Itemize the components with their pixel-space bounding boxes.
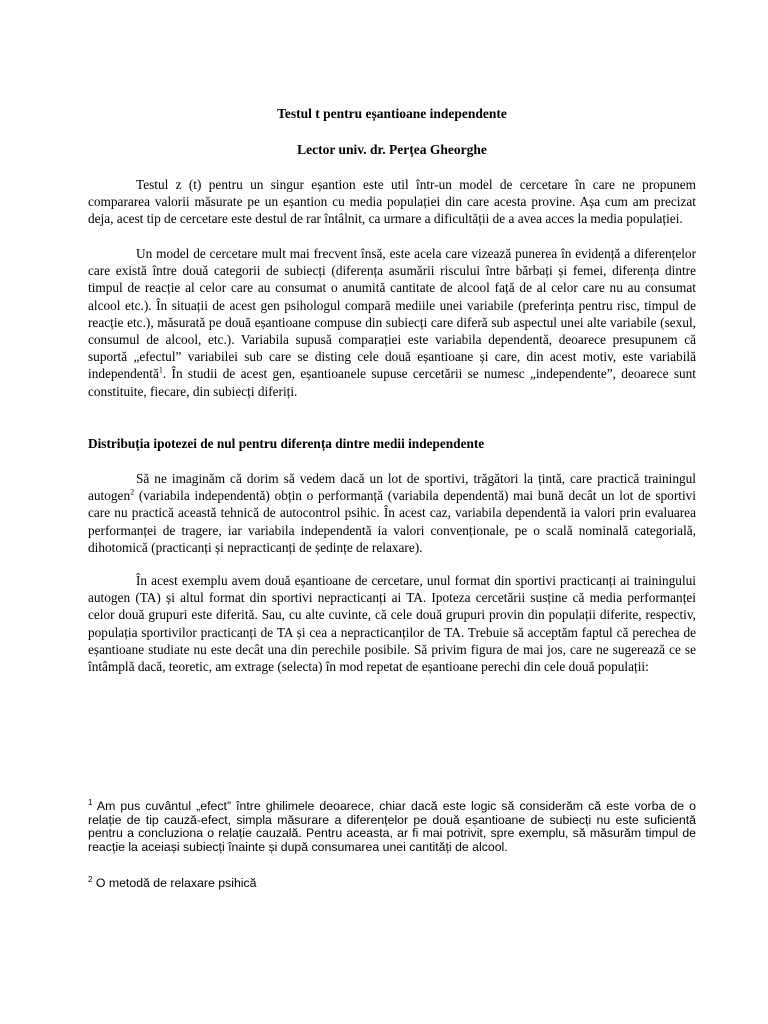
- samples-paragraph: [88, 572, 696, 675]
- intro-paragraph: [88, 176, 696, 228]
- footnote-1-mark: 1: [88, 797, 93, 807]
- footnote-2-text: O metodă de relaxare psihică: [92, 876, 257, 890]
- model-paragraph-text: Un model de cercetare mult mai frecvent însă, este acela care vizează punerea în evidență a diferențelor care există între două categorii de subiecți (diferența asumării riscului între bărbați și femei, diferența dintre timpul de reacție al celor care au consumat o anumită cantitate de alcool față de al celor care nu au consumat alcool etc.). În situații de acest gen psihologul compară mediile unei variabile (preferința pentru risc, timpul de reacție etc.), măsurată pe două eșantioane compuse din subiecți care diferă sub aspectul unei alte variabile (sexul, consumul de alcool, etc.). Variabila supusă comparației este variabila dependentă, deoarece presupunem că suportă „efectul” variabilei sub care se disting cele două eșantioane și care, din acest motiv, este variabilă independentă: [88, 246, 696, 382]
- model-paragraph: [88, 245, 696, 400]
- document-title: Testul t pentru eșantioane independente: [277, 106, 507, 121]
- example-paragraph-text: Să ne imaginăm că dorim să vedem dacă un lot de sportivi, trăgători la țintă, care practică trainingul autogen: [88, 471, 696, 504]
- footnote-1-text: Am pus cuvântul „efect” între ghilimele deoarece, chiar dacă este logic să considerăm că este vorba de o relație de tip cauză-efect, simpla măsurare a diferențelor pe două eșantioane de subiecți nu este suficientă pentru a concluziona o relație cauzală. Pentru aceasta, ar fi mai potrivit, spre exemplu, să măsurăm timpul de reacție la aceiași subiecți înainte și după consumarea unei cantități de alcool.: [88, 799, 696, 854]
- footnote-ref-2[interactable]: 2: [130, 487, 135, 497]
- example-paragraph: [88, 470, 696, 556]
- footnote-1: [88, 797, 696, 854]
- footnote-2: [88, 874, 696, 891]
- footnote-2-mark: 2: [88, 874, 93, 884]
- samples-paragraph-text: În acest exemplu avem două eșantioane de cercetare, unul format din sportivi practicanți ai trainingului autogen (TA) și altul format din sportivi nepracticanți ai TA. Ipoteza cercetării susține că media performanței celor două grupuri este diferită. Sau, cu alte cuvinte, că cele două grupuri provin din populații diferite, respectiv, populația sportivilor practicanți de TA și cea a nepracticanților de TA. Trebuie să acceptăm faptul că perechea de eșantioane studiate nu este decât una din perechile posibile. Să privim figura de mai jos, care ne sugerează ce se întâmplă dacă, teoretic, am extrage (selecta) în mod repetat de eșantioane perechi din cele două populații:: [88, 573, 696, 675]
- section-heading: Distribuția ipotezei de nul pentru diferența dintre medii independente: [88, 436, 485, 451]
- footnote-ref-1[interactable]: 1: [158, 366, 163, 375]
- model-paragraph-tail: . În studii de acest gen, eșantioanele supuse cercetării se numesc „independente”, deoarece sunt constituite, fiecare, din subiecți diferiți.: [88, 366, 696, 399]
- example-paragraph-tail: (variabila independentă) obțin o performanță (variabila dependentă) mai bună decât un lot de sportivi care nu practică această tehnică de autocontrol psihic. În acest caz, variabila dependentă ia valori prin evaluarea performanței de tragere, iar variabila independentă ia valori convenționale, pe o scală nominală categorială, dihotomică (practicanți și nepracticanți de ședințe de relaxare).: [88, 488, 696, 555]
- document-author: Lector univ. dr. Perțea Gheorghe: [297, 142, 487, 157]
- intro-paragraph-text: Testul z (t) pentru un singur eșantion este util într-un model de cercetare în care ne propunem compararea valorii măsurate pe un eșantion cu media populației din care acesta provine. Așa cum am precizat deja, acest tip de cercetare este destul de rar întâlnit, ca urmare a dificultății de a avea acces la media populației.: [88, 177, 696, 227]
